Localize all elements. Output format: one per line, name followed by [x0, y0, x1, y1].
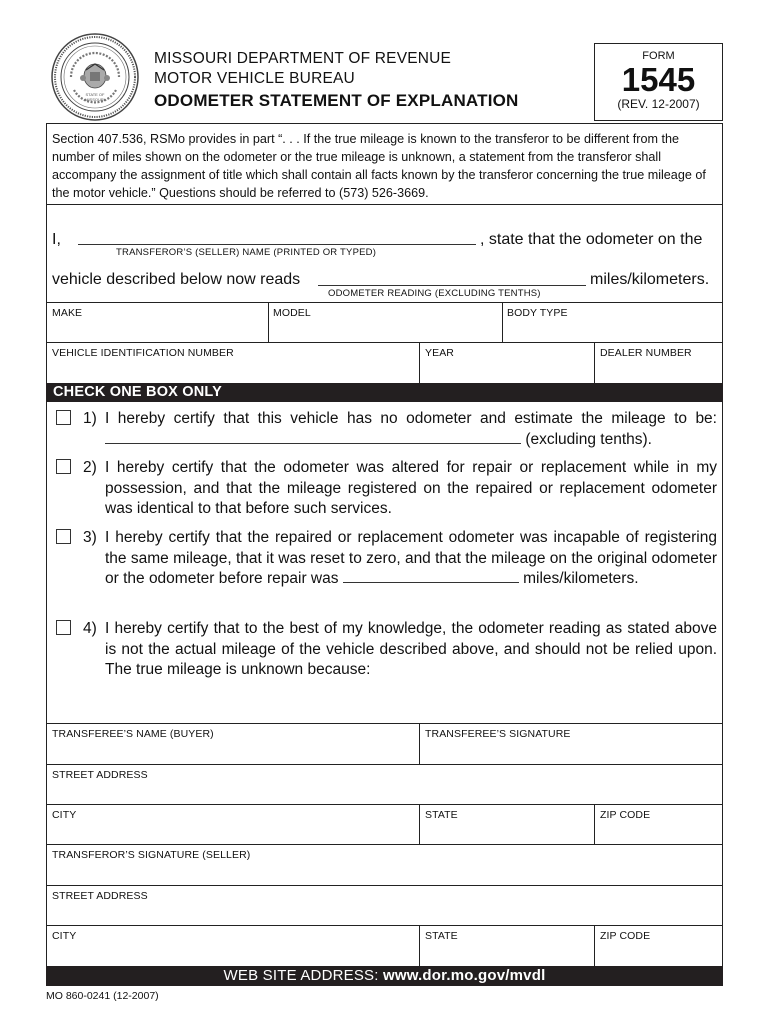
odometer-reading-caption: ODOMETER READING (EXCLUDING TENTHS): [328, 288, 541, 299]
item-number: 2): [83, 459, 97, 476]
divider: [594, 804, 595, 844]
transferee-city-field[interactable]: CITY: [52, 809, 77, 821]
divider: [502, 302, 503, 343]
statement-suffix-2: miles/kilometers.: [590, 271, 710, 288]
divider: [594, 342, 595, 383]
item-text-end: (excluding tenths).: [525, 430, 652, 448]
transferor-city-field[interactable]: CITY: [52, 930, 77, 942]
agency-name: MISSOURI DEPARTMENT OF REVENUE: [154, 50, 452, 67]
form-number-box: [594, 43, 723, 121]
model-field[interactable]: MODEL: [273, 307, 311, 319]
dealer-number-field[interactable]: DEALER NUMBER: [600, 347, 692, 359]
divider: [46, 764, 723, 765]
website-banner: [46, 966, 723, 986]
form-footer-code: MO 860-0241 (12-2007): [46, 990, 159, 1002]
body-type-field[interactable]: BODY TYPE: [507, 307, 568, 319]
item-number: 1): [83, 410, 97, 427]
divider: [46, 342, 723, 343]
item-number: 4): [83, 620, 97, 637]
item-text: I hereby certify that to the best of my knowledge, the odometer reading as stated above is not the actual mileage of the vehicle described above, and should not be relied upon. The true mileage is unknown because:: [105, 620, 717, 678]
divider: [46, 925, 723, 926]
divider: [46, 302, 723, 303]
item-text: I hereby certify that the odometer was altered for repair or replacement while in my possession, and that the mileage registered on the repaired or replacement odometer was identical to that before such services.: [105, 459, 717, 517]
form-title: ODOMETER STATEMENT OF EXPLANATION: [154, 91, 519, 110]
divider: [46, 804, 723, 805]
estimated-mileage-field[interactable]: [105, 432, 521, 444]
statute-intro: Section 407.536, RSMo provides in part “. . . If the true mileage is known to the transferor to be different from the number of miles shown on the odometer or the true mileage is unknown, a statement from the transferor shall accompany the assignment of title which shall contain all facts known by the transferor concerning the true mileage of the motor vehicle.” Questions should be referred to (573) 526-3669.: [52, 132, 706, 200]
certify-item-4: [83, 619, 717, 681]
transferor-name-field[interactable]: [78, 244, 476, 245]
make-field[interactable]: MAKE: [52, 307, 83, 319]
state-seal-logo: [50, 32, 140, 122]
item-text: I hereby certify that the repaired or replacement odometer was incapable of registering the same mileage, that it was reset to zero, and that the mileage on the original odometer or the odometer before repair was: [105, 529, 717, 587]
item-number: 3): [83, 529, 97, 546]
divider: [419, 723, 420, 764]
divider: [419, 925, 420, 966]
transferee-name-field[interactable]: TRANSFEREE’S NAME (BUYER): [52, 728, 214, 740]
vin-field[interactable]: VEHICLE IDENTIFICATION NUMBER: [52, 347, 234, 359]
divider: [46, 844, 723, 845]
transferee-street-field[interactable]: STREET ADDRESS: [52, 769, 148, 781]
statement-prefix-2: vehicle described below now reads: [52, 271, 301, 288]
svg-text:STATE OF: STATE OF: [85, 92, 105, 97]
svg-text:MISSOURI: MISSOURI: [85, 97, 105, 102]
item-text-end: miles/kilometers.: [523, 570, 639, 587]
certify-item-1: [83, 409, 717, 450]
transferor-zip-field[interactable]: ZIP CODE: [600, 930, 651, 942]
divider: [46, 204, 723, 205]
divider: [268, 302, 269, 343]
year-field[interactable]: YEAR: [425, 347, 454, 359]
website-label: WEB SITE ADDRESS:: [223, 967, 379, 984]
odometer-reading-field[interactable]: [318, 285, 586, 286]
divider: [419, 804, 420, 844]
checkbox-no-odometer[interactable]: [56, 410, 71, 425]
statement-suffix-1: , state that the odometer on the: [480, 231, 703, 248]
form-revision: (REV. 12-2007): [617, 97, 700, 111]
transferor-signature-field[interactable]: TRANSFEROR’S SIGNATURE (SELLER): [52, 849, 251, 861]
transferor-state-field[interactable]: STATE: [425, 930, 458, 942]
certify-item-3: [83, 528, 717, 590]
divider: [46, 723, 723, 724]
form-label: FORM: [642, 50, 675, 62]
checkbox-odometer-altered[interactable]: [56, 459, 71, 474]
divider: [46, 885, 723, 886]
checkbox-mileage-unknown[interactable]: [56, 620, 71, 635]
statement-prefix: I,: [52, 231, 61, 248]
transferee-signature-field[interactable]: TRANSFEREE’S SIGNATURE: [425, 728, 571, 740]
certify-item-2: [83, 458, 717, 520]
website-link[interactable]: www.dor.mo.gov/mvdl: [383, 967, 546, 984]
transferor-name-caption: TRANSFEROR’S (SELLER) NAME (PRINTED OR TYPED): [116, 247, 377, 258]
divider: [594, 925, 595, 966]
transferee-zip-field[interactable]: ZIP CODE: [600, 809, 651, 821]
explanation-area[interactable]: [46, 684, 723, 724]
checkbox-odometer-reset[interactable]: [56, 529, 71, 544]
form-number: 1545: [621, 61, 696, 98]
item-text: I hereby certify that this vehicle has no odometer and estimate the mileage to be:: [105, 410, 717, 427]
bureau-name: MOTOR VEHICLE BUREAU: [154, 70, 355, 87]
check-one-heading: CHECK ONE BOX ONLY: [46, 383, 723, 402]
transferor-street-field[interactable]: STREET ADDRESS: [52, 890, 148, 902]
transferee-state-field[interactable]: STATE: [425, 809, 458, 821]
divider: [419, 342, 420, 383]
agency-header: [154, 49, 519, 113]
original-mileage-field[interactable]: [343, 571, 519, 583]
